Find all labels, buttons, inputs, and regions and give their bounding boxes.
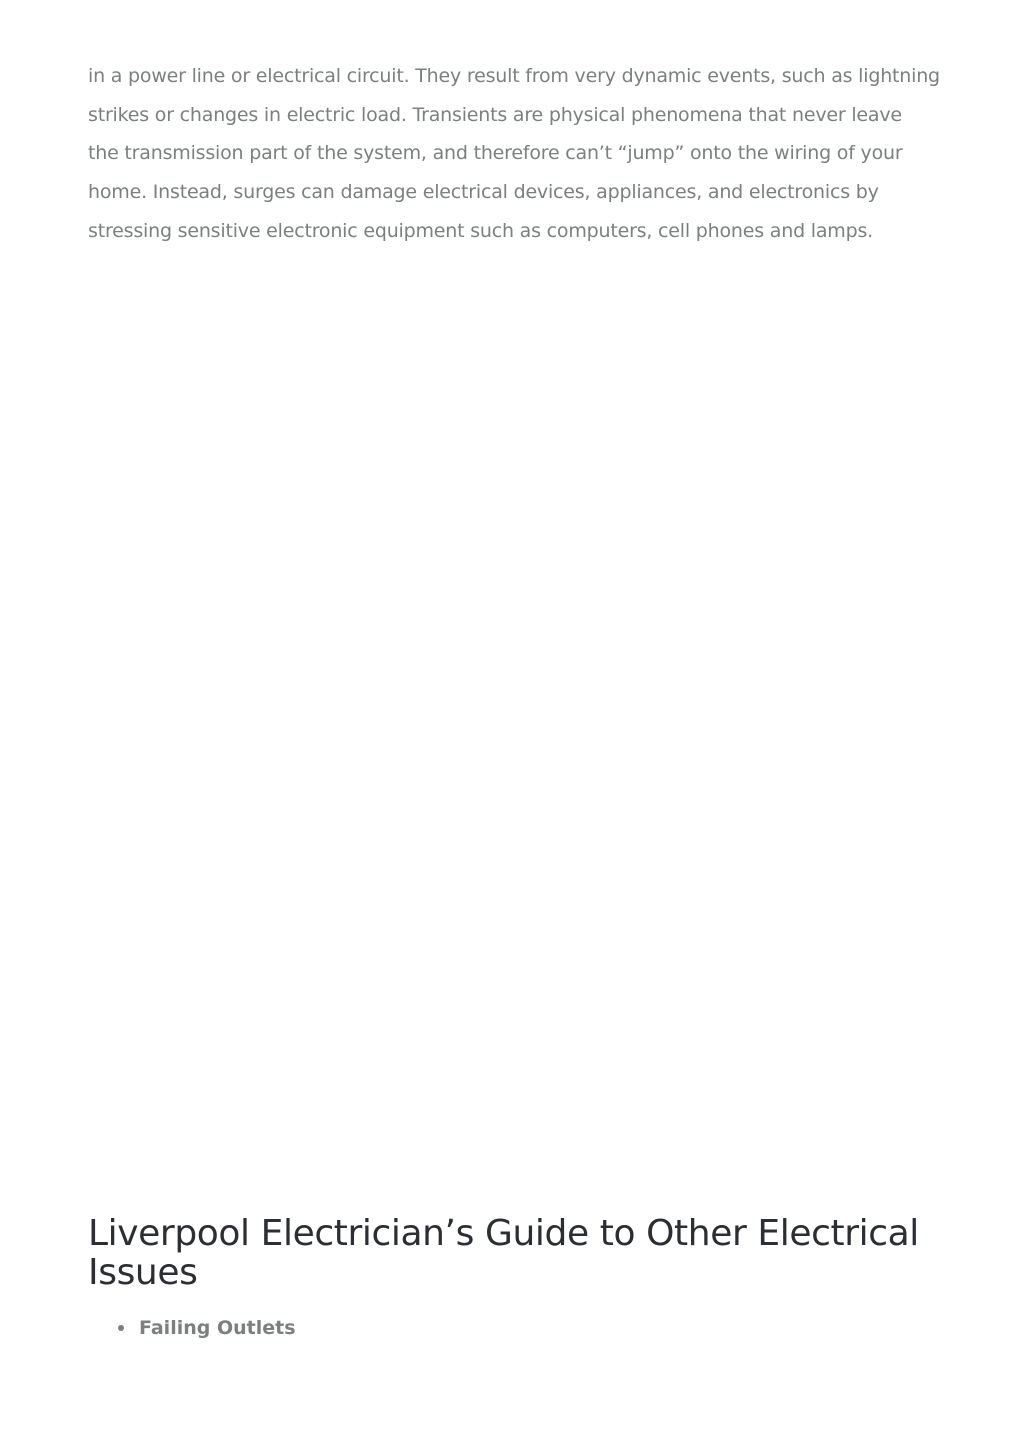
list-item-label: Failing Outlets <box>139 1317 296 1339</box>
intro-line: stressing sensitive electronic equipment such as computers, cell phones and lamps. <box>88 219 874 242</box>
bullet-icon <box>118 1325 124 1331</box>
section-heading: Liverpool Electrician’s Guide to Other Electrical Issues <box>88 1213 919 1293</box>
intro-paragraph <box>88 57 968 251</box>
intro-line: the transmission part of the system, and therefore can’t “jump” onto the wiring of your <box>88 142 903 165</box>
empty-media-area <box>88 265 968 1185</box>
list-item <box>88 1313 968 1343</box>
issues-list <box>88 1313 968 1343</box>
intro-line: home. Instead, surges can damage electrical devices, appliances, and electronics by <box>88 181 879 204</box>
intro-line: in a power line or electrical circuit. They result from very dynamic events, such as lightning <box>88 65 940 87</box>
intro-line: strikes or changes in electric load. Transients are physical phenomena that never leave <box>88 103 902 126</box>
